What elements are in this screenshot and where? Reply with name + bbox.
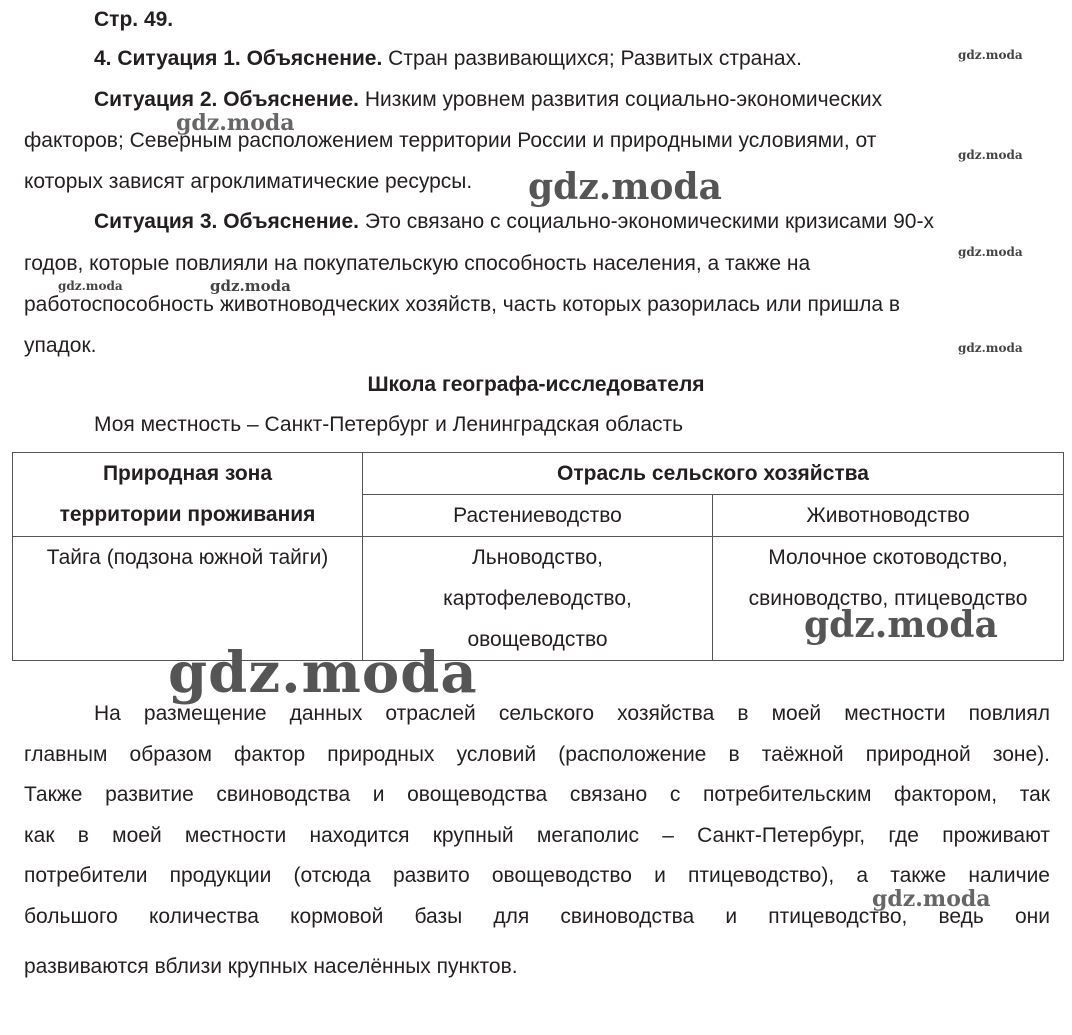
situation-1-label: 4. Ситуация 1. Объяснение. [94, 47, 383, 70]
situation-3-label: Ситуация 3. Объяснение. [94, 210, 359, 233]
conclusion-line-1: На размещение данных отраслей сельского хозяйства в моей местности повлиял [94, 702, 1050, 725]
watermark-logo: gdz.moda [872, 886, 991, 912]
table-header-crops [363, 495, 713, 537]
table-cell-crops-line3: овощеводство [467, 628, 608, 651]
watermark-logo: gdz.moda [958, 341, 1023, 355]
watermark-logo: gdz.moda [528, 166, 722, 208]
conclusion-line-4: как в моей местности находится крупный мегаполис – Санкт-Петербург, где проживают [24, 824, 1050, 847]
table-cell-crops-line1: Льноводство, [472, 546, 603, 569]
conclusion-line-3: Также развитие свиноводства и овощеводства связано с потребительским фактором, так [24, 783, 1050, 806]
conclusion-line-7: развиваются вблизи крупных населённых пунктов. [24, 955, 518, 978]
table-header-branch-label: Отрасль сельского хозяйства [557, 462, 869, 485]
table-cell-crops-line2: картофелеводство, [443, 587, 632, 610]
locality-text: Моя местность – Санкт-Петербург и Ленинградская область [94, 413, 684, 436]
table-header-zone [13, 453, 363, 537]
situation-3-text-line2: годов, которые повлияли на покупательскую способность населения, а также на [24, 252, 811, 275]
situation-3-text-line4: упадок. [24, 334, 97, 357]
table-cell-livestock-line1: Молочное скотоводство, [768, 546, 1008, 569]
situation-1 [94, 46, 802, 72]
watermark-logo: gdz.moda [958, 148, 1023, 162]
table-cell-livestock-line2: свиноводство, птицеводство [748, 587, 1028, 610]
situation-3-text-line3: работоспособность животноводческих хозяйств, часть которых разорилась или пришла в [24, 293, 901, 316]
section-title: Школа географа-исследователя [367, 373, 705, 396]
watermark-logo: gdz.moda [176, 110, 295, 136]
page-number: Стр. 49. [94, 8, 174, 31]
watermark-logo: gdz.moda [58, 279, 123, 293]
table-header-zone-line2: территории проживания [59, 503, 316, 526]
table-header-livestock-label: Животноводство [806, 504, 970, 527]
conclusion-line-5: потребители продукции (отсюда развито овощеводство и птицеводство), а также наличие [24, 864, 1050, 887]
watermark-logo: gdz.moda [804, 604, 998, 646]
table-header-branch [363, 453, 1064, 495]
situation-1-text: Стран развивающихся; Развитых странах. [388, 47, 802, 70]
situation-3 [94, 209, 934, 235]
situation-2-text-line2: факторов; Северным расположением территории России и природными условиями, от [24, 129, 877, 152]
watermark-logo: gdz.moda [168, 640, 478, 706]
watermark-logo: gdz.moda [210, 277, 291, 295]
watermark-logo: gdz.moda [958, 48, 1023, 62]
table-header-livestock [713, 495, 1064, 537]
conclusion-line-2: главным образом фактор природных условий (расположение в таёжной природной зоне). [24, 743, 1050, 766]
table-cell-zone-text: Тайга (подзона южной тайги) [46, 546, 329, 569]
situation-2-text-line3: которых зависят агроклиматические ресурсы. [24, 170, 473, 193]
situation-2-label: Ситуация 2. Объяснение. [94, 88, 359, 111]
situation-2-text-line1: Низким уровнем развития социально-экономических [364, 88, 883, 111]
conclusion-line-6: большого количества кормовой базы для свиноводства и птицеводство, ведь они [24, 905, 1050, 928]
table-header-crops-label: Растениеводство [453, 504, 622, 527]
table-header-zone-line1: Природная зона [102, 462, 273, 485]
situation-3-text-line1: Это связано с социально-экономическими кризисами 90-х [364, 210, 934, 233]
watermark-logo: gdz.moda [958, 245, 1023, 259]
